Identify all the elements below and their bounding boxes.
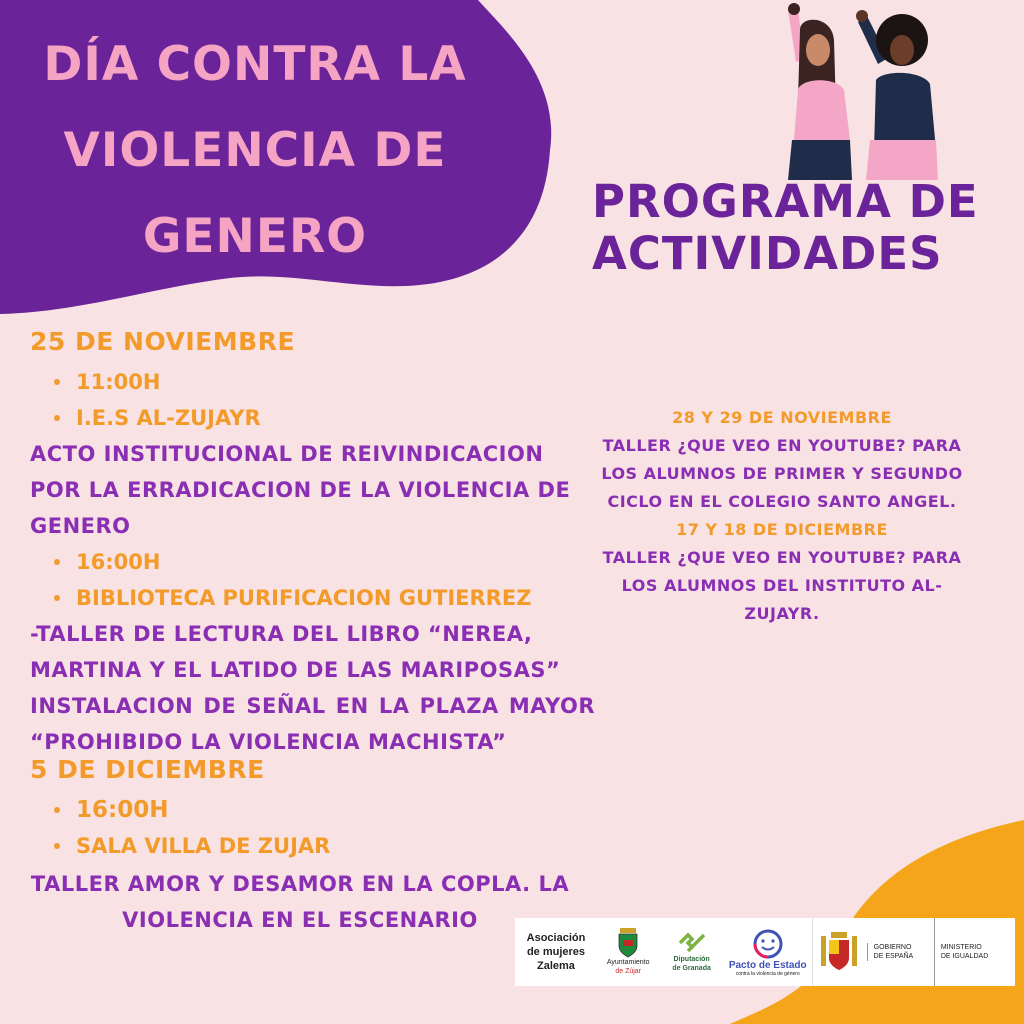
program-heading	[592, 176, 992, 280]
spain-coat-of-arms-icon	[819, 930, 859, 974]
event-date: 17 Y 18 DE DICIEMBRE	[676, 520, 888, 539]
title-line-2: VIOLENCIA DE	[63, 123, 447, 178]
event-time: 11:00H	[30, 364, 595, 400]
title-line-1: DÍA CONTRA LA	[43, 37, 467, 92]
event-description: ACTO INSTITUCIONAL DE REIVINDICACION POR LA ERRADICACION DE LA VIOLENCIA DE GENERO	[30, 442, 571, 538]
event-place: SALA VILLA DE ZUJAR	[30, 828, 595, 864]
zalema-logo: Asociación de mujeres Zalema	[526, 932, 586, 972]
event-description: -TALLER DE LECTURA DEL LIBRO “NEREA, MARTINA Y EL LATIDO DE LAS MARIPOSAS”	[30, 622, 561, 682]
two-women-raised-fist-illustration	[770, 0, 950, 180]
event-place: BIBLIOTECA PURIFICACION GUTIERREZ	[30, 580, 595, 616]
event-description: TALLER AMOR Y DESAMOR EN LA COPLA. LA VIOLENCIA EN EL ESCENARIO	[30, 872, 570, 932]
event-time: 16:00H	[30, 544, 595, 580]
page-title	[20, 22, 490, 280]
ayuntamiento-zujar-logo: Ayuntamiento de Zújar	[597, 918, 659, 986]
event-date: 5 DE DICIEMBRE	[30, 755, 265, 784]
event-description: TALLER ¿QUE VEO EN YOUTUBE? PARA LOS ALUMNOS DE PRIMER Y SEGUNDO CICLO EN EL COLEGIO SANTO ANGEL.	[601, 436, 963, 511]
diputacion-check-icon	[677, 931, 707, 955]
sponsor-logos-strip	[515, 918, 1015, 986]
event-date: 28 Y 29 DE NOVIEMBRE	[672, 408, 892, 427]
event-dec5	[30, 752, 595, 938]
event-date: 25 DE NOVIEMBRE	[30, 327, 296, 356]
gobierno-espana-logo: GOBIERNO DE ESPAÑA	[812, 918, 934, 986]
event-description: TALLER ¿QUE VEO EN YOUTUBE? PARA LOS ALUMNOS DEL INSTITUTO AL-ZUJAYR.	[602, 548, 962, 623]
diputacion-granada-logo: Diputación de Granada	[659, 918, 723, 986]
program-line-2: ACTIVIDADES	[592, 227, 943, 280]
event-place: I.E.S AL-ZUJAYR	[30, 400, 595, 436]
pacto-circle-smile-icon	[750, 928, 786, 960]
event-nov25	[30, 324, 595, 760]
coat-of-arms-icon	[617, 928, 639, 958]
program-line-1: PROGRAMA DE	[592, 175, 979, 228]
pacto-de-estado-logo: Pacto de Estado contra la violencia de género	[724, 918, 812, 986]
event-description: INSTALACION DE SEÑAL EN LA PLAZA MAYOR “PROHIBIDO LA VIOLENCIA MACHISTA”	[30, 694, 595, 754]
title-line-3: GENERO	[142, 209, 368, 264]
right-column-events	[594, 404, 970, 628]
ministerio-igualdad-logo: MINISTERIO DE IGUALDAD	[934, 918, 1015, 986]
event-time: 16:00H	[30, 792, 595, 828]
